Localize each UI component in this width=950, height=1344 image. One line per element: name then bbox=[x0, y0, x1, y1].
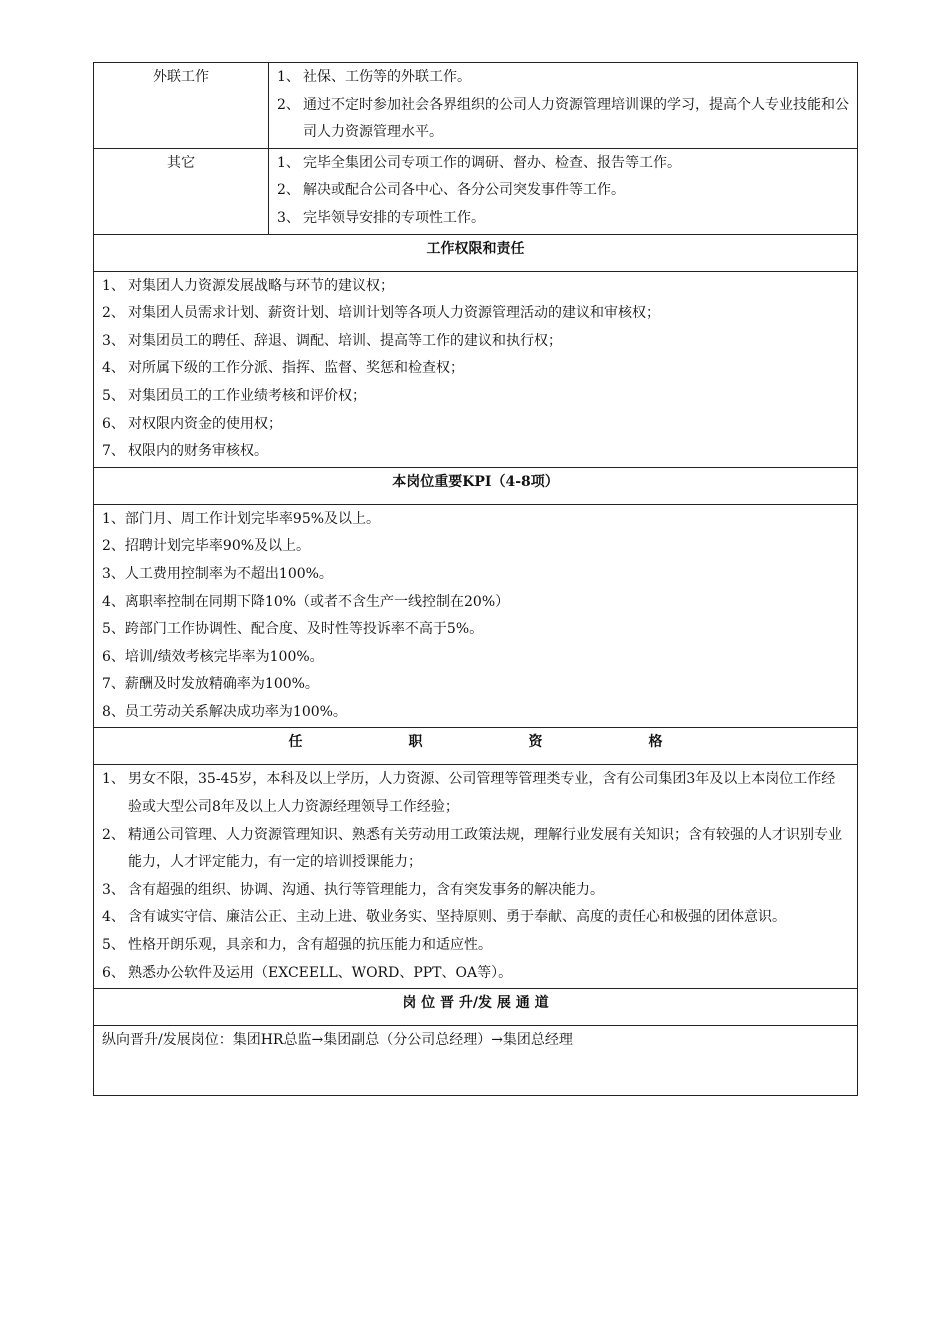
list-item: 5、跨部门工作协调性、配合度、及时性等投诉率不高于5%。 bbox=[102, 621, 484, 638]
kpi-heading: 本岗位重要KPI（4-8项） bbox=[94, 467, 858, 504]
list-item: 7、薪酬及时发放精确率为100%。 bbox=[102, 676, 319, 693]
list-item: 7、 权限内的财务审核权。 bbox=[102, 443, 268, 460]
external-work-label: 外联工作 bbox=[94, 63, 269, 149]
authority-heading: 工作权限和责任 bbox=[94, 234, 858, 271]
qualification-content bbox=[94, 765, 858, 989]
external-work-row bbox=[94, 63, 858, 149]
list-item: 3、 对集团员工的聘任、辞退、调配、培训、提高等工作的建议和执行权； bbox=[102, 332, 562, 349]
list-item: 5、 性格开朗乐观，具亲和力，含有超强的抗压能力和适应性。 bbox=[102, 937, 492, 954]
career-heading: 岗 位 晋 升/发 展 通 道 bbox=[94, 989, 858, 1026]
list-item: 3、 含有超强的组织、协调、沟通、执行等管理能力，含有突发事务的解决能力。 bbox=[102, 881, 604, 898]
qualification-heading: 任 职 资 格 bbox=[94, 728, 858, 765]
list-item: 2、 通过不定时参加社会各界组织的公司人力资源管理培训课的学习，提高个人专业技能和公司人力资源管理水平。 bbox=[277, 96, 849, 141]
list-item: 1、 男女不限，35-45岁，本科及以上学历，人力资源、公司管理等管理类专业，含有公司集团3年及以上本岗位工作经验或大型公司8年及以上人力资源经理领导工作经验； bbox=[102, 771, 836, 816]
list-item: 6、 熟悉办公软件及运用（EXCEELL、WORD、PPT、OA等）。 bbox=[102, 964, 513, 981]
list-item: 1、 社保、工伤等的外联工作。 bbox=[277, 69, 471, 85]
list-item: 3、 完毕领导安排的专项性工作。 bbox=[277, 209, 485, 226]
list-item: 2、 精通公司管理、人力资源管理知识、熟悉有关劳动用工政策法规，理解行业发展有关知识；含有较强的人才识别专业能力，人才评定能力，有一定的培训授课能力； bbox=[102, 826, 842, 871]
list-item: 3、人工费用控制率为不超出100%。 bbox=[102, 565, 333, 582]
external-work-content bbox=[269, 63, 858, 149]
list-item: 8、员工劳动关系解决成功率为100%。 bbox=[102, 703, 347, 720]
list-item: 5、 对集团员工的工作业绩考核和评价权； bbox=[102, 387, 366, 404]
list-item: 6、 对权限内资金的使用权； bbox=[102, 415, 282, 432]
list-item: 1、部门月、周工作计划完毕率95%及以上。 bbox=[102, 510, 381, 527]
list-item: 1、 对集团人力资源发展战略与环节的建议权； bbox=[102, 277, 394, 294]
list-item: 2、 对集团人员需求计划、薪资计划、培训计划等各项人力资源管理活动的建议和审核权； bbox=[102, 305, 660, 322]
other-row bbox=[94, 148, 858, 234]
kpi-content bbox=[94, 504, 858, 728]
list-item: 4、 含有诚实守信、廉洁公正、主动上进、敬业务实、坚持原则、勇于奉献、高度的责任心和极强的团体意识。 bbox=[102, 909, 786, 926]
authority-content bbox=[94, 271, 858, 467]
list-item: 1、 完毕全集团公司专项工作的调研、督办、检查、报告等工作。 bbox=[277, 154, 681, 171]
list-item: 4、 对所属下级的工作分派、指挥、监督、奖惩和检查权； bbox=[102, 360, 464, 377]
other-label: 其它 bbox=[94, 148, 269, 234]
list-item: 4、离职率控制在同期下降10%（或者不含生产一线控制在20%） bbox=[102, 593, 510, 610]
list-item: 2、招聘计划完毕率90%及以上。 bbox=[102, 538, 311, 555]
other-content bbox=[269, 148, 858, 234]
career-path: 纵向晋升/发展岗位：集团HR总监→集团副总（分公司总经理）→集团总经理 bbox=[94, 1026, 858, 1096]
list-item: 2、 解决或配合公司各中心、各分公司突发事件等工作。 bbox=[277, 182, 625, 199]
job-description-table bbox=[93, 62, 858, 1096]
list-item: 6、培训/绩效考核完毕率为100%。 bbox=[102, 648, 324, 665]
